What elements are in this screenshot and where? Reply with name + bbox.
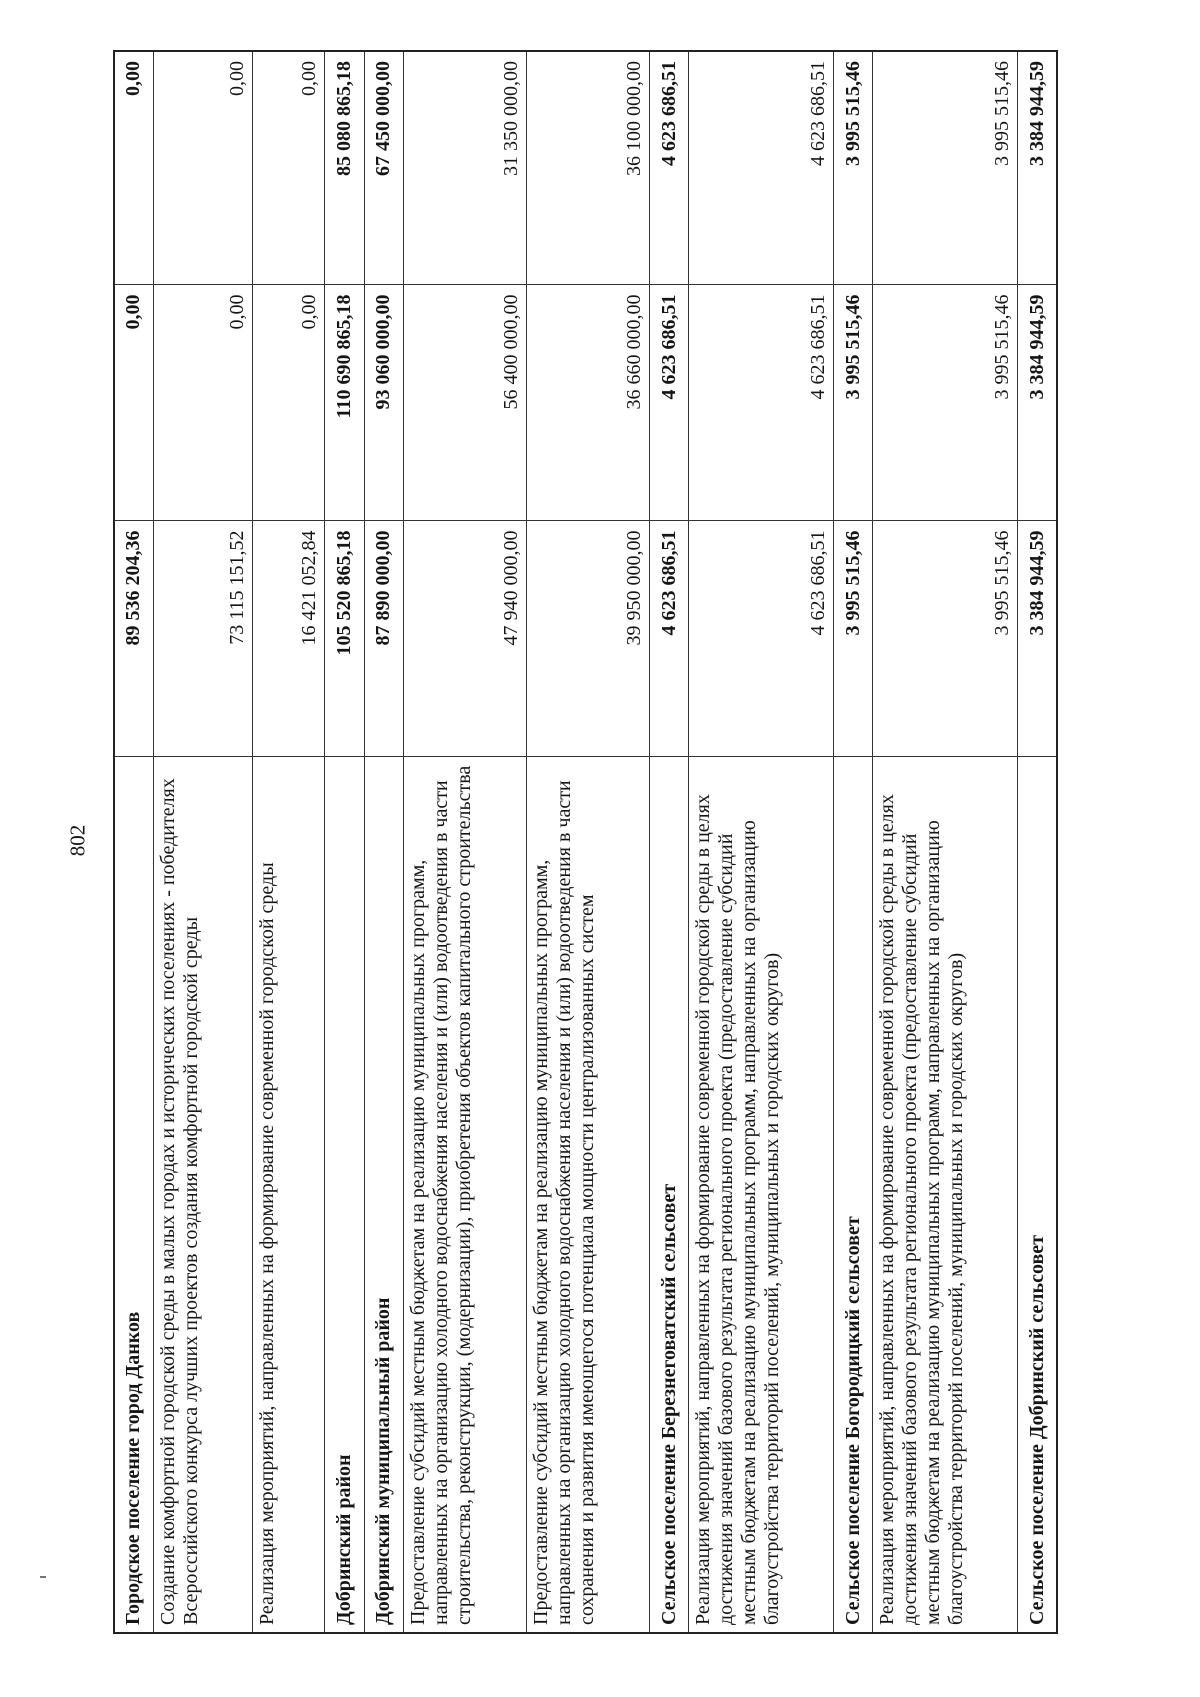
table-row (689, 51, 834, 1633)
row-value-1: 47 940 000,00 (403, 521, 526, 757)
row-value-2: 36 660 000,00 (527, 285, 650, 521)
rotated-table-frame (113, 52, 1058, 1634)
row-value-3: 0,00 (153, 51, 252, 285)
row-value-1: 3 384 944,59 (1018, 521, 1057, 757)
row-value-1: 4 623 686,51 (650, 521, 689, 757)
row-value-2: 4 623 686,51 (689, 285, 834, 521)
row-value-1: 87 890 000,00 (364, 521, 403, 757)
row-value-2: 3 384 944,59 (1018, 285, 1057, 521)
table-row (650, 51, 689, 1633)
row-name: Городское поселение город Данков (114, 757, 153, 1633)
row-value-3: 67 450 000,00 (364, 51, 403, 285)
row-value-1: 105 520 865,18 (325, 521, 364, 757)
row-value-2: 110 690 865,18 (325, 285, 364, 521)
table-row (873, 51, 1018, 1633)
row-name: Реализация мероприятий, направленных на формирование современной городской среды в целях достижения значений базового результата регионального проекта (предоставление субсидий местным бюджетам на реализацию муниципальных программ, направленных на организацию благоустройства территорий поселений, муниципальных и городских округов) (873, 757, 1018, 1633)
row-name: Реализация мероприятий, направленных на формирование современной городской среды (253, 757, 325, 1633)
row-name: Сельское поселение Добринский сельсовет (1018, 757, 1057, 1633)
row-value-3: 3 384 944,59 (1018, 51, 1057, 285)
table-row (153, 51, 252, 1633)
row-value-2: 56 400 000,00 (403, 285, 526, 521)
row-value-2: 0,00 (153, 285, 252, 521)
row-value-2: 3 995 515,46 (873, 285, 1018, 521)
row-value-2: 4 623 686,51 (650, 285, 689, 521)
row-name: Создание комфортной городской среды в малых городах и исторических поселениях - победителях Всероссийского конкурса лучших проектов создания комфортной городской среды (153, 757, 252, 1633)
row-value-3: 3 995 515,46 (834, 51, 873, 285)
row-name: Реализация мероприятий, направленных на формирование современной городской среды в целях достижения значений базового результата регионального проекта (предоставление субсидий местным бюджетам на реализацию муниципальных программ, направленных на организацию благоустройства территорий поселений, муниципальных и городских округов) (689, 757, 834, 1633)
row-name: Добринский район (325, 757, 364, 1633)
table-row (364, 51, 403, 1633)
row-value-1: 16 421 052,84 (253, 521, 325, 757)
row-value-1: 3 995 515,46 (873, 521, 1018, 757)
table-row (253, 51, 325, 1633)
row-name: Предоставление субсидий местным бюджетам на реализацию муниципальных программ, направленных на организацию холодного водоснабжения населения и (или) водоотведения в части сохранения и развития имеющегося потенциала мощности централизованных систем (527, 757, 650, 1633)
row-value-2: 93 060 000,00 (364, 285, 403, 521)
row-name: Предоставление субсидий местным бюджетам на реализацию муниципальных программ, направленных на организацию холодного водоснабжения населения и (или) водоотведения в части строительства, реконструкции, (модернизации), приобретения объектов капитального строительства (403, 757, 526, 1633)
budget-table (113, 50, 1058, 1634)
row-value-2: 0,00 (114, 285, 153, 521)
table-row (527, 51, 650, 1633)
row-name: Сельское поселение Березнеговатский сельсовет (650, 757, 689, 1633)
table-row (403, 51, 526, 1633)
row-value-1: 89 536 204,36 (114, 521, 153, 757)
row-value-3: 0,00 (114, 51, 153, 285)
table-row (1018, 51, 1057, 1633)
row-value-3: 85 080 865,18 (325, 51, 364, 285)
table-row (114, 51, 153, 1633)
row-value-1: 73 115 151,52 (153, 521, 252, 757)
scan-mark (40, 1576, 46, 1578)
row-value-1: 3 995 515,46 (834, 521, 873, 757)
row-value-3: 31 350 000,00 (403, 51, 526, 285)
row-value-2: 0,00 (253, 285, 325, 521)
table-row (834, 51, 873, 1633)
row-value-2: 3 995 515,46 (834, 285, 873, 521)
row-value-3: 0,00 (253, 51, 325, 285)
row-value-3: 3 995 515,46 (873, 51, 1018, 285)
row-value-1: 39 950 000,00 (527, 521, 650, 757)
row-value-3: 36 100 000,00 (527, 51, 650, 285)
row-value-1: 4 623 686,51 (689, 521, 834, 757)
row-value-3: 4 623 686,51 (689, 51, 834, 285)
table-row (325, 51, 364, 1633)
row-name: Сельское поселение Богородицкий сельсовет (834, 757, 873, 1633)
row-value-3: 4 623 686,51 (650, 51, 689, 285)
row-name: Добринский муниципальный район (364, 757, 403, 1633)
page-number: 802 (65, 824, 90, 857)
